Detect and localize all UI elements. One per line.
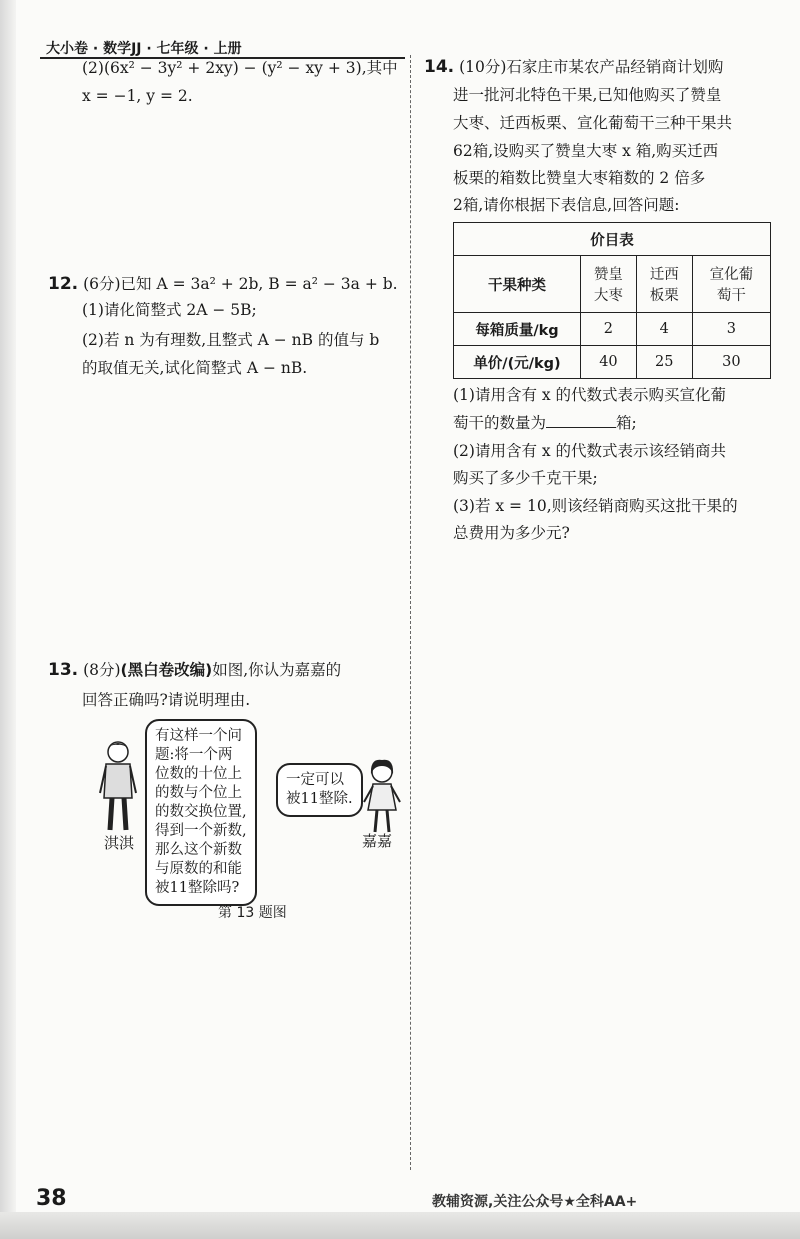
q12-part2-line1: (2)若 n 为有理数,且整式 A − nB 的值与 b [82, 331, 380, 349]
q14-part2-line2: 购买了多少千克干果; [453, 469, 598, 487]
boy-figure-illustration [96, 738, 146, 838]
q14-line5: 板栗的箱数比赞皇大枣箱数的 2 倍多 [453, 169, 706, 187]
q14-part2-line1: (2)请用含有 x 的代数式表示该经销商共 [453, 442, 727, 460]
type-cell-2 [636, 256, 692, 313]
q13-line2: 回答正确吗?请说明理由. [82, 691, 251, 709]
type-2-line2: 板栗 [649, 288, 679, 304]
page-edge-shadow [0, 0, 16, 1239]
q14-part3-line1: (3)若 x = 10,则该经销商购买这批干果的 [453, 497, 738, 515]
q14-line4: 62箱,设购买了赞皇大枣 x 箱,购买迁西 [453, 142, 719, 160]
q14-line1 [424, 55, 723, 79]
row-header-price: 单价/(元/kg) [454, 346, 581, 379]
price-cell-1: 40 [581, 346, 637, 379]
table-title-row [454, 223, 771, 256]
table-title: 价目表 [454, 223, 771, 256]
q14-text-line1: (10分)石家庄市某农产品经销商计划购 [459, 58, 724, 76]
q13-number: 13. [48, 660, 79, 680]
q12-stem-text: (6分)已知 A = 3a² + 2b, B = a² − 3a + b. [83, 275, 398, 293]
q13-figure-caption: 第 13 题图 [218, 905, 287, 921]
q11-part2-line1: (2)(6x² − 3y² + 2xy) − (y² − xy + 3),其中 [82, 59, 398, 77]
q14-line3: 大枣、迁西板栗、宣化葡萄干三种干果共 [453, 114, 733, 132]
running-header: 大小卷 · 数学JJ · 七年级 · 上册 [46, 41, 242, 57]
girl-figure-illustration [360, 758, 406, 838]
q14-line2: 进一批河北特色干果,已知他购买了赞皇 [453, 86, 722, 104]
type-1-line1: 赞皇 [593, 267, 623, 283]
answer-blank[interactable] [546, 413, 616, 428]
q14-part1-text: 萄干的数量为 [453, 414, 547, 432]
type-cell-1 [581, 256, 637, 313]
table-row-weight [454, 313, 771, 346]
speech-bubble-left: 有这样一个问 题:将一个两 位数的十位上 的数与个位上 的数交换位置, 得到一个新数, 那么这个新数 与原数的和能 被11整除吗? [145, 719, 257, 906]
q14-part1-unit: 箱; [616, 414, 637, 432]
q13-stem-text: 如图,你认为嘉嘉的 [212, 661, 342, 679]
q12-part1: (1)请化简整式 2A − 5B; [82, 301, 257, 319]
footer-text: 教辅资源,关注公众号★全科AA+ [432, 1194, 638, 1210]
q12-stem [48, 272, 398, 296]
q14-line6: 2箱,请你根据下表信息,回答问题: [453, 196, 680, 214]
table-row-price [454, 346, 771, 379]
row-header-weight: 每箱质量/kg [454, 313, 581, 346]
q13-stem [48, 658, 341, 682]
q13-name-left: 淇淇 [104, 834, 135, 852]
q12-part2-line2: 的取值无关,试化简整式 A − nB. [82, 359, 308, 377]
speech-bubble-right: 一定可以 被11整除. [276, 763, 363, 817]
page-number: 38 [36, 1186, 67, 1211]
weight-cell-2: 4 [636, 313, 692, 346]
price-cell-3: 30 [692, 346, 770, 379]
q11-part2-line2: x = −1, y = 2. [82, 87, 193, 105]
type-3-line2: 萄干 [716, 288, 746, 304]
price-table [453, 222, 771, 379]
column-divider [410, 55, 411, 1170]
q14-part1-line1: (1)请用含有 x 的代数式表示购买宣化葡 [453, 386, 727, 404]
q12-number: 12. [48, 274, 79, 294]
type-3-line1: 宣化葡 [709, 267, 754, 283]
table-row-types [454, 256, 771, 313]
q13-score: (8分) [83, 661, 121, 679]
type-1-line2: 大枣 [593, 288, 623, 304]
price-cell-2: 25 [636, 346, 692, 379]
type-cell-3 [692, 256, 770, 313]
row-header-type: 干果种类 [454, 256, 581, 313]
type-2-line1: 迁西 [649, 267, 679, 283]
q13-source-tag: (黑白卷改编) [120, 661, 213, 679]
q14-part1-line2 [453, 411, 637, 435]
q13-name-right: 嘉嘉 [362, 832, 393, 850]
page-bottom-shadow [0, 1212, 800, 1239]
weight-cell-3: 3 [692, 313, 770, 346]
q14-number: 14. [424, 57, 455, 77]
q14-part3-line2: 总费用为多少元? [453, 524, 570, 542]
weight-cell-1: 2 [581, 313, 637, 346]
